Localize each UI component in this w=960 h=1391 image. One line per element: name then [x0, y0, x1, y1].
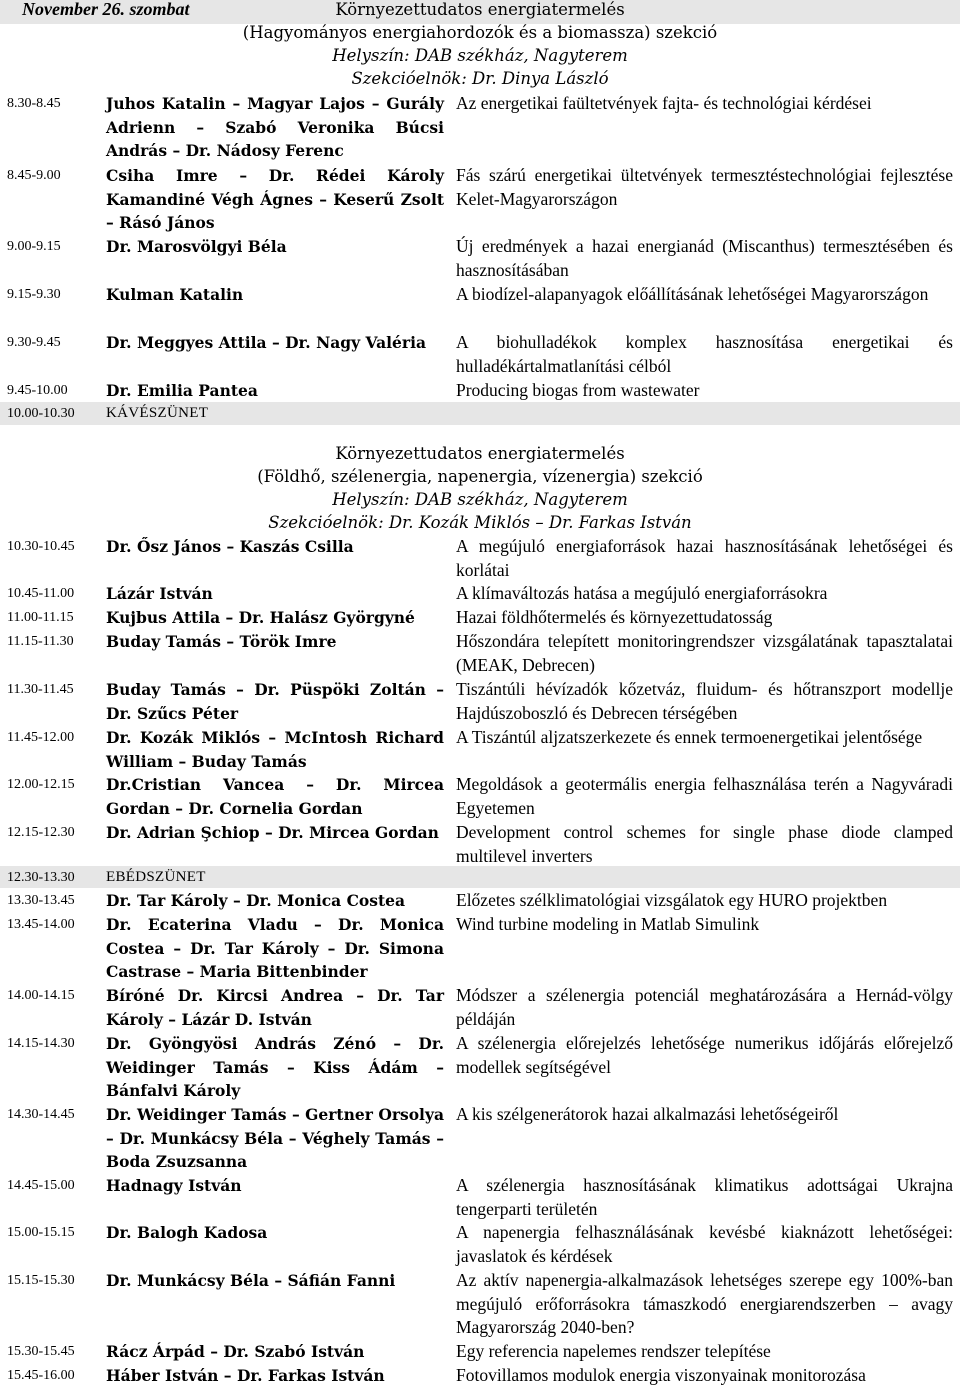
talk-time: 15.15-15.30	[7, 1273, 75, 1288]
talk-time: 13.45-14.00	[7, 917, 75, 932]
talk-authors: Rácz Árpád – Dr. Szabó István	[106, 1342, 365, 1361]
break-time: 10.00-10.30	[7, 406, 75, 421]
day-date: November 26. szombat	[22, 0, 190, 19]
break-row	[0, 866, 960, 888]
talk-time: 14.45-15.00	[7, 1178, 75, 1193]
talk-title: Új eredmények a hazai energianád (Miscanthus) termesztésében és hasznosításában	[456, 236, 953, 280]
talk-authors: Csiha Imre – Dr. Rédei Károly Kamandiné Végh Ágnes – Keserű Zsolt – Rásó János	[106, 166, 444, 232]
talk-authors: Hadnagy István	[106, 1176, 242, 1195]
talk-authors: Juhos Katalin – Magyar Lajos – Gurály Adrienn – Szabó Veronika Búcsi András – Dr. Nádosy Ferenc	[106, 94, 444, 160]
talk-time: 11.15-11.30	[7, 634, 74, 649]
talk-authors: Bíróné Dr. Kircsi Andrea – Dr. Tar Károly – Lázár D. István	[106, 986, 444, 1029]
talk-authors: Dr. Tar Károly – Dr. Monica Costea	[106, 891, 406, 910]
talk-time: 8.45-9.00	[7, 168, 61, 183]
talk-title: A kis szélgenerátorok hazai alkalmazási lehetőségeiről	[456, 1104, 839, 1124]
section2-title: Környezettudatos energiatermelés	[335, 444, 625, 463]
talk-time: 12.00-12.15	[7, 777, 75, 792]
talk-title: A biohulladékok komplex hasznosítása energetikai és hulladékártalmatlanítási célból	[456, 332, 953, 376]
talk-title: A napenergia felhasználásának kevésbé kiaknázott lehetőségei: javaslatok és kérdések	[456, 1222, 953, 1266]
talk-authors: Dr. Marosvölgyi Béla	[106, 237, 287, 256]
talk-authors: Dr. Kozák Miklós – McIntosh Richard William – Buday Tamás	[106, 728, 444, 771]
section1-location: Helyszín: DAB székház, Nagyterem	[332, 46, 628, 65]
section2-location: Helyszín: DAB székház, Nagyterem	[332, 490, 628, 509]
talk-time: 9.00-9.15	[7, 239, 61, 254]
talk-title: Fotovillamos modulok energia viszonyainak monitorozása	[456, 1365, 866, 1385]
talk-title: Hőszondára telepített monitoringrendszer vizsgálatának tapasztalatai (MEAK, Debrecen)	[456, 631, 953, 675]
talk-time: 10.45-11.00	[7, 586, 75, 601]
talk-authors: Dr. Munkácsy Béla – Sáfián Fanni	[106, 1271, 396, 1290]
talk-authors: Dr. Ősz János – Kaszás Csilla	[106, 537, 354, 556]
talk-authors: Dr. Ecaterina Vladu – Dr. Monica Costea – Dr. Tar Károly – Dr. Simona Castrase – Maria Bittenbinder	[106, 915, 444, 981]
talk-authors: Dr. Emilia Pantea	[106, 381, 258, 400]
talk-authors: Dr. Balogh Kadosa	[106, 1223, 268, 1242]
talk-authors: Háber István – Dr. Farkas István	[106, 1366, 385, 1385]
talk-authors: Dr. Meggyes Attila – Dr. Nagy Valéria	[106, 333, 427, 352]
talk-time: 11.30-11.45	[7, 682, 74, 697]
talk-title: Hazai földhőtermelés és környezettudatosság	[456, 607, 773, 627]
section2-subtitle: (Földhő, szélenergia, napenergia, vízenergia) szekció	[257, 467, 703, 486]
talk-title: Az aktív napenergia-alkalmazások lehetséges szerepe egy 100%-ban megújuló erőforrásokra támaszkodó energiarendszerben – avagy Magyarország 2040-ben?	[456, 1270, 953, 1337]
talk-time: 11.00-11.15	[7, 610, 74, 625]
break-time: 12.30-13.30	[7, 870, 75, 885]
talk-time: 15.00-15.15	[7, 1225, 75, 1240]
section1-chair: Szekcióelnök: Dr. Dinya László	[351, 69, 609, 88]
talk-title: A biodízel-alapanyagok előállításának lehetőségei Magyarországon	[456, 284, 929, 304]
talk-time: 10.30-10.45	[7, 539, 75, 554]
talk-time: 14.15-14.30	[7, 1036, 75, 1051]
talk-time: 14.30-14.45	[7, 1107, 75, 1122]
talk-title: Megoldások a geotermális energia felhasználása terén a Nagyváradi Egyetemen	[456, 774, 953, 818]
talk-time: 8.30-8.45	[7, 96, 61, 111]
talk-title: Tiszántúli hévízadók kőzetváz, fluidum- és hőtranszport modellje Hajdúszoboszló és Debrecen térségében	[456, 679, 953, 723]
talk-title: Producing biogas from wastewater	[456, 380, 700, 400]
talk-time: 14.00-14.15	[7, 988, 75, 1003]
section1-subtitle: (Hagyományos energiahordozók és a biomassza) szekció	[242, 23, 718, 42]
talk-authors: Dr. Gyöngyösi András Zénó – Dr. Weidinger Tamás – Kiss Ádám – Bánfalvi Károly	[106, 1034, 444, 1100]
talk-time: 9.15-9.30	[7, 287, 61, 302]
talk-authors: Dr.Cristian Vancea – Dr. Mircea Gordan – Dr. Cornelia Gordan	[106, 775, 444, 818]
talk-title: Wind turbine modeling in Matlab Simulink	[456, 914, 760, 934]
talk-title: Az energetikai faültetvények fajta- és technológiai kérdései	[456, 93, 872, 113]
break-label: EBÉDSZÜNET	[106, 869, 206, 885]
talk-title: A Tiszántúl aljzatszerkezete és ennek termoenergetikai jelentősége	[456, 727, 923, 747]
talk-time: 9.45-10.00	[7, 383, 68, 398]
talk-title: Előzetes szélklimatológiai vizsgálatok egy HURO projektben	[456, 890, 888, 910]
break-row	[0, 402, 960, 425]
section1-title: Környezettudatos energiatermelés	[335, 0, 625, 19]
talk-authors: Lázár István	[106, 584, 213, 603]
talk-title: A megújuló energiaforrások hazai hasznosításának lehetőségei és korlátai	[456, 536, 953, 580]
section2-chair: Szekcióelnök: Dr. Kozák Miklós – Dr. Farkas István	[268, 513, 692, 532]
talk-title: Fás szárú energetikai ültetvények termesztéstechnológiai fejlesztése Kelet-Magyarországon	[456, 165, 953, 209]
break-label: KÁVÉSZÜNET	[106, 405, 209, 421]
talk-title: Development control schemes for single phase diode clamped multilevel inverters	[456, 822, 953, 866]
talk-authors: Dr. Weidinger Tamás – Gertner Orsolya – Dr. Munkácsy Béla – Véghely Tamás – Boda Zsuzsanna	[106, 1105, 444, 1171]
talk-title: A klímaváltozás hatása a megújuló energiaforrásokra	[456, 583, 828, 603]
talk-time: 12.15-12.30	[7, 825, 75, 840]
talk-authors: Buday Tamás – Török Imre	[106, 632, 337, 651]
talk-title: Módszer a szélenergia potenciál meghatározására a Hernád-völgy példáján	[456, 985, 953, 1029]
talk-authors: Kulman Katalin	[106, 285, 244, 304]
talk-title: A szélenergia hasznosításának klimatikus adottságai Ukrajna tengerparti területén	[456, 1175, 953, 1219]
talk-time: 13.30-13.45	[7, 893, 75, 908]
talk-title: A szélenergia előrejelzés lehetősége numerikus időjárás előrejelző modellek segítségével	[456, 1033, 953, 1077]
talk-authors: Dr. Adrian Şchiop – Dr. Mircea Gordan	[106, 823, 439, 842]
talk-time: 11.45-12.00	[7, 730, 75, 745]
talk-authors: Kujbus Attila – Dr. Halász Györgyné	[106, 608, 415, 627]
talk-title: Egy referencia napelemes rendszer telepítése	[456, 1341, 771, 1361]
talk-time: 15.30-15.45	[7, 1344, 75, 1359]
talk-time: 15.45-16.00	[7, 1368, 75, 1383]
talk-time: 9.30-9.45	[7, 335, 61, 350]
talk-authors: Buday Tamás – Dr. Püspöki Zoltán – Dr. Szűcs Péter	[106, 680, 444, 723]
